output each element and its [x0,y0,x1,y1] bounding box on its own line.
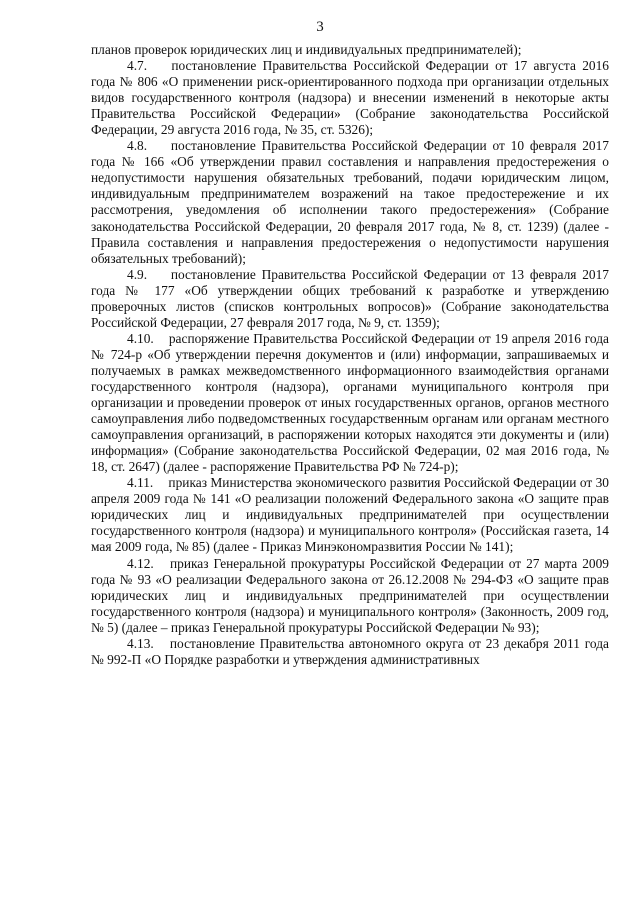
paragraph-4-10 [91,331,609,475]
item-number: 4.9. [127,266,148,282]
paragraph-4-13 [91,636,609,668]
paragraph-4-12 [91,556,609,636]
item-number: 4.13. [127,635,154,651]
item-number: 4.7. [127,58,148,74]
paragraph-text: приказ Генеральной прокуратуры Российской Федерации от 27 марта 2009 года № 93 «О реализации Федерального закона от 26.12.2008 № 294-ФЗ «О защите прав юридических лиц и индивидуальных предпринимателей при осуществлении государственного контроля (надзора) и муниципального контроля» (Законность, 2009 год, № 5) (далее – приказ Генеральной прокуратуры Российской Федерации № 93); [91,555,609,635]
document-body [91,42,609,668]
item-number: 4.10. [127,330,154,346]
paragraph-text: постановление Правительства Российской Федерации от 13 февраля 2017 года № 177 «Об утверждении общих требований к разработке и утверждению проверочных листов (списков контрольных вопросов)» (Собрание законодательства Российской Федерации, 27 февраля 2017 года, № 9, ст. 1359); [91,266,609,330]
paragraph-4-7 [91,58,609,138]
page-number: 3 [316,19,324,35]
paragraph-4-11 [91,475,609,555]
paragraph-text: постановление Правительства Российской Федерации от 17 августа 2016 года № 806 «О применении риск-ориентированного подхода при организации отдельных видов государственного контроля (надзора) и внесении изменений в некоторые акты Правительства Российской Федерации» (Собрание законодательства Российской Федерации, 29 августа 2016 года, № 35, ст. 5326); [91,58,609,138]
item-number: 4.8. [127,138,148,154]
paragraph-text: приказ Министерства экономического развития Российской Федерации от 30 апреля 2009 года № 141 «О реализации положений Федерального закона «О защите прав юридических лиц и индивидуальных предпринимателей при осуществлении государственного контроля (надзора) и муниципального контроля» (Российская газета, 14 мая 2009 года, № 85) (далее - Приказ Минэкономразвития России № 141); [91,475,609,555]
paragraph-continuation [91,42,609,58]
paragraph-text: планов проверок юридических лиц и индивидуальных предпринимателей); [91,42,522,57]
paragraph-4-8 [91,138,609,266]
paragraph-text: постановление Правительства автономного округа от 23 декабря 2011 года № 992-П «О Порядке разработки и утверждения административных [91,635,609,667]
paragraph-text: постановление Правительства Российской Федерации от 10 февраля 2017 года № 166 «Об утверждении правил составления и направления предостережения о недопустимости нарушения обязательных требований, подачи юридическим лицом, индивидуальным предпринимателем возражений на такое предостережение и их рассмотрения, уведомления об исполнении такого предостережения» (Собрание законодательства Российской Федерации, 20 февраля 2017 года, № 8, ст. 1239) (далее - Правила составления и направления предостережения о недопустимости нарушения обязательных требований); [91,138,609,266]
paragraph-4-9 [91,267,609,331]
paragraph-text: распоряжение Правительства Российской Федерации от 19 апреля 2016 года № 724-р «Об утверждении перечня документов и (или) информации, запрашиваемых и получаемых в рамках межведомственного информационного взаимодействия органами государственного контроля (надзора), органами муниципального контроля при организации и проведении проверок от иных государственных органов, органов местного самоуправления либо подведомственных государственным органам или органам местного самоуправления организаций, в распоряжении которых находятся эти документы и (или) информация» (Собрание законодательства Российской Федерации, 02 мая 2016 года, № 18, ст. 2647) (далее - распоряжение Правительства РФ № 724-р); [91,330,609,475]
item-number: 4.11. [127,475,154,491]
item-number: 4.12. [127,555,154,571]
